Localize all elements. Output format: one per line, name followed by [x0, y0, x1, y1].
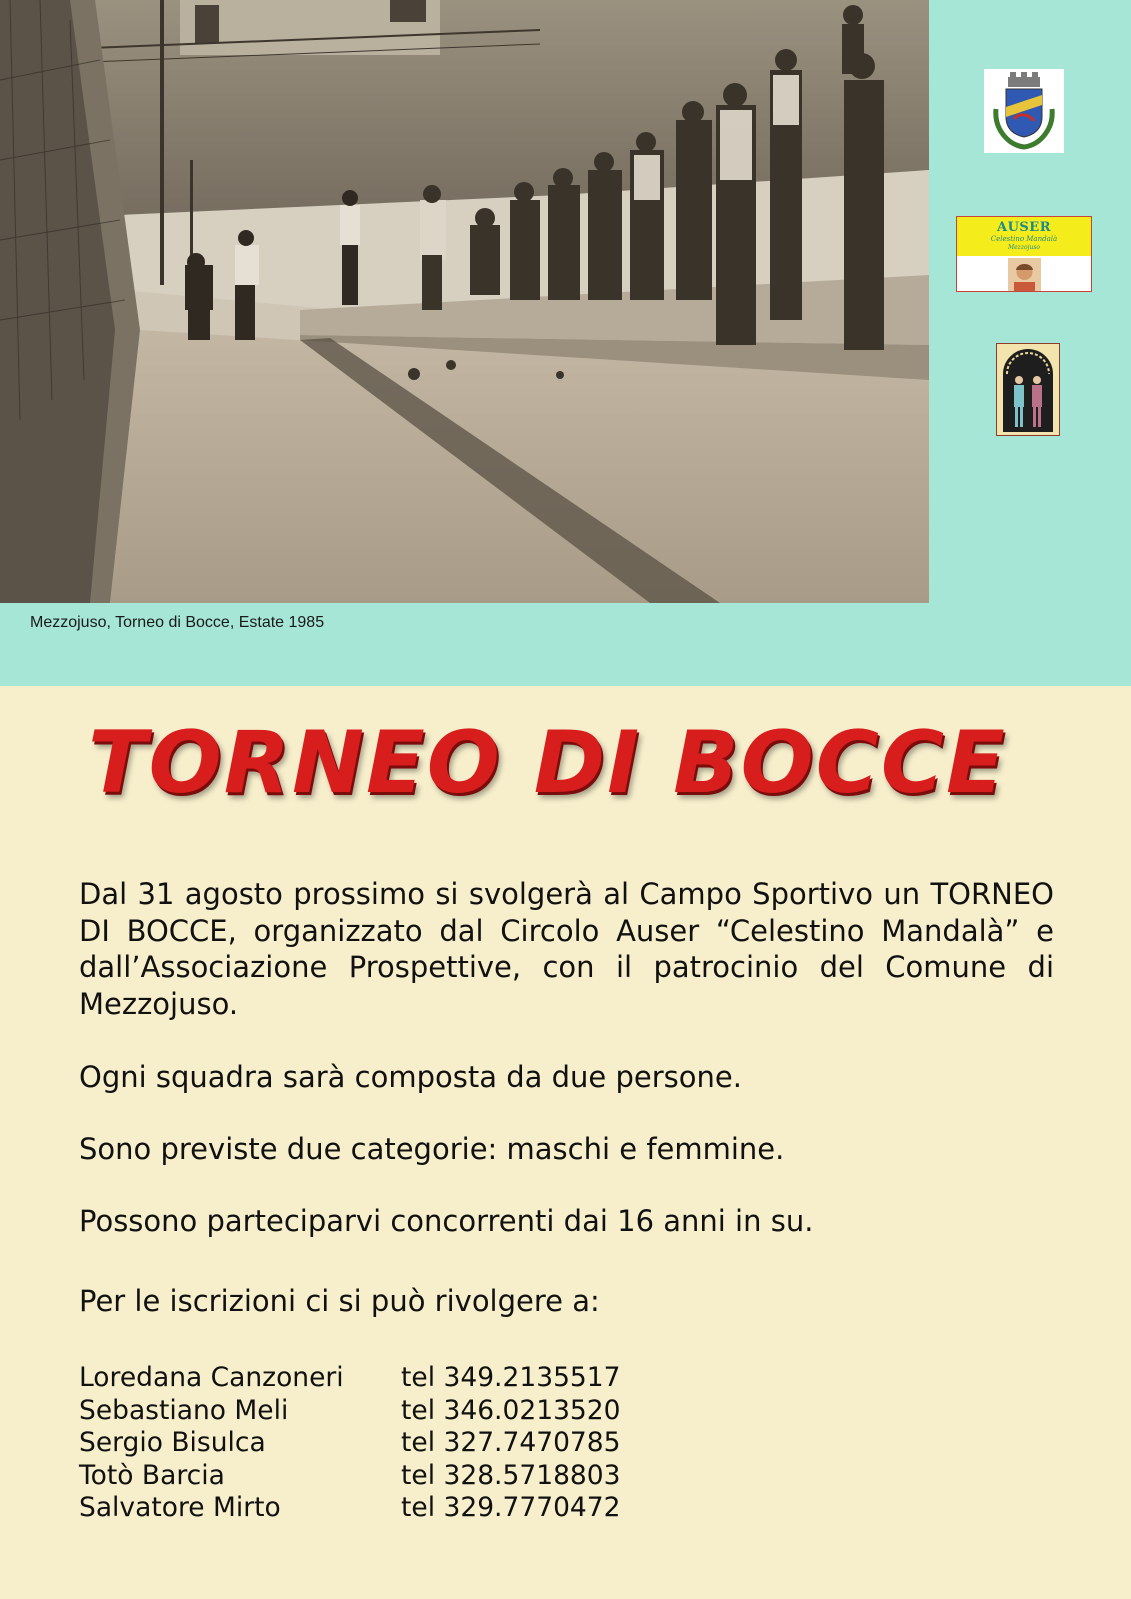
auser-logo-town: Mezzojuso	[1007, 244, 1041, 251]
contact-phone: tel 346.0213520	[401, 1394, 621, 1426]
contact-phone: tel 329.7770472	[401, 1492, 621, 1523]
contact-row	[79, 1492, 621, 1525]
categories-info: Sono previste due categorie: maschi e femmine.	[79, 1132, 785, 1166]
contact-name: Sebastiano Meli	[79, 1394, 289, 1426]
contact-list	[79, 1362, 621, 1525]
age-info: Possono parteciparvi concorrenti dai 16 anni in su.	[79, 1204, 814, 1238]
auser-logo-brand: AUSER	[996, 220, 1052, 235]
comune-logo	[984, 69, 1064, 153]
registration-info: Per le iscrizioni ci si può rivolgere a:	[79, 1284, 600, 1318]
contact-row	[79, 1395, 621, 1428]
contact-phone: tel 328.5718803	[401, 1459, 621, 1491]
contact-row	[79, 1362, 621, 1395]
contact-row	[79, 1460, 621, 1493]
contact-row	[79, 1427, 621, 1460]
contact-name: Totò Barcia	[79, 1459, 225, 1491]
photo-illustration	[0, 0, 929, 603]
coat-of-arms-icon	[984, 69, 1064, 153]
contact-name: Sergio Bisulca	[79, 1427, 266, 1458]
contact-phone: tel 349.2135517	[401, 1362, 621, 1393]
contact-phone: tel 327.7470785	[401, 1427, 621, 1458]
intro-paragraph: Dal 31 agosto prossimo si svolgerà al Campo Sportivo un TORNEO DI BOCCE, organizzato dal Circolo Auser “Celestino Mandalà” e dall’Associazione Prospettive, con il patrocinio del Comune di Mezzojuso.	[79, 877, 1054, 1021]
portrait-icon	[1008, 258, 1041, 291]
prospettive-logo	[996, 343, 1060, 436]
auser-logo-name: Celestino Mandalà	[990, 235, 1058, 243]
historic-photo	[0, 0, 929, 603]
auser-logo	[956, 216, 1092, 292]
contact-name: Salvatore Mirto	[79, 1492, 281, 1523]
photo-caption: Mezzojuso, Torneo di Bocce, Estate 1985	[30, 614, 325, 631]
team-info: Ogni squadra sarà composta da due persone.	[79, 1060, 742, 1094]
contact-name: Loredana Canzoneri	[79, 1362, 344, 1393]
arch-figures-icon	[997, 344, 1059, 435]
page-title: TORNEO DI BOCCE	[88, 713, 1007, 813]
top-band	[0, 0, 1131, 686]
